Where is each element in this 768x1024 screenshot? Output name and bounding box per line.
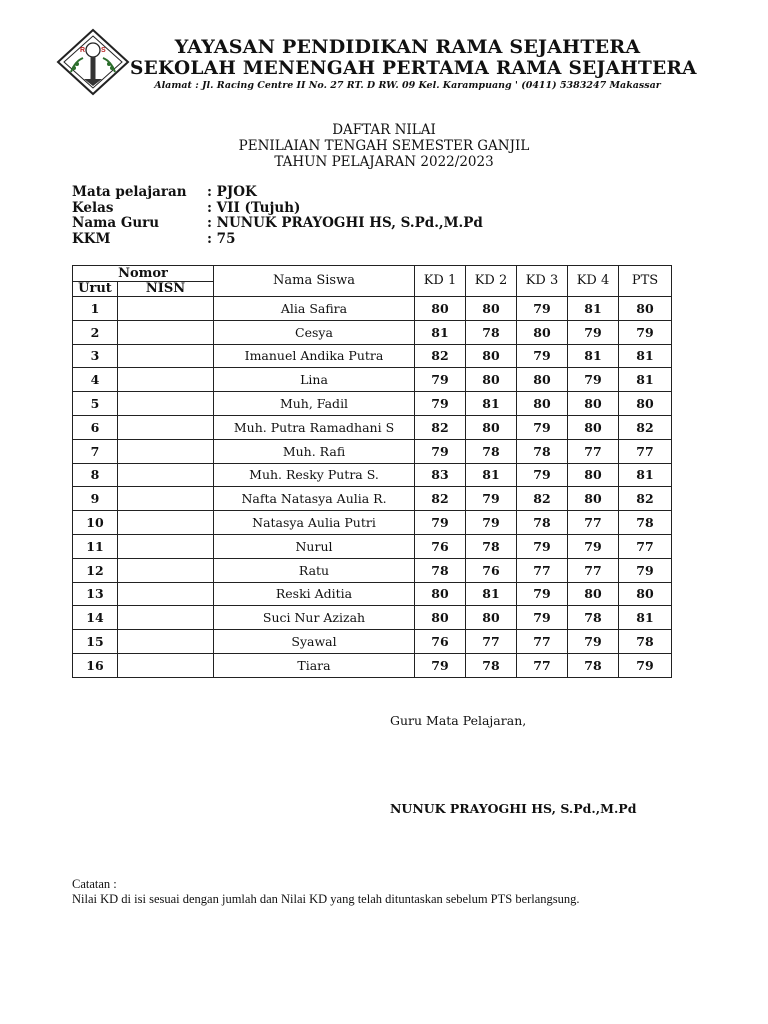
cell-kd3: 80 — [517, 392, 568, 416]
info-value: : 75 — [207, 230, 236, 247]
cell-kd4: 79 — [568, 368, 619, 392]
signature-name: NUNUK PRAYOGHI HS, S.Pd.,M.Pd — [390, 801, 637, 816]
cell-kd2: 79 — [466, 487, 517, 511]
cell-nama-siswa: Muh. Resky Putra S. — [214, 463, 415, 487]
table-row — [73, 606, 672, 630]
header-nisn: NISN — [118, 282, 214, 297]
cell-urut: 16 — [73, 653, 118, 677]
cell-pts: 79 — [619, 653, 672, 677]
cell-kd1: 80 — [415, 606, 466, 630]
cell-kd1: 81 — [415, 320, 466, 344]
cell-nama-siswa: Syawal — [214, 630, 415, 654]
cell-kd2: 76 — [466, 558, 517, 582]
cell-pts: 80 — [619, 582, 672, 606]
header-nomor: Nomor — [73, 266, 214, 282]
cell-urut: 4 — [73, 368, 118, 392]
cell-nisn — [118, 511, 214, 535]
cell-kd1: 76 — [415, 630, 466, 654]
cell-nisn — [118, 344, 214, 368]
school-name: SEKOLAH MENENGAH PERTAMA RAMA SEJAHTERA — [130, 58, 697, 79]
cell-kd4: 80 — [568, 487, 619, 511]
cell-kd1: 79 — [415, 653, 466, 677]
table-row — [73, 415, 672, 439]
table-row — [73, 463, 672, 487]
header-kd4: KD 4 — [568, 266, 619, 297]
cell-nisn — [118, 630, 214, 654]
table-row — [73, 297, 672, 321]
cell-urut: 11 — [73, 534, 118, 558]
cell-urut: 6 — [73, 415, 118, 439]
cell-kd3: 77 — [517, 653, 568, 677]
cell-kd1: 79 — [415, 439, 466, 463]
assessment-title: PENILAIAN TENGAH SEMESTER GANJIL — [238, 138, 530, 154]
table-row — [73, 558, 672, 582]
cell-kd1: 79 — [415, 368, 466, 392]
cell-urut: 8 — [73, 463, 118, 487]
cell-kd1: 83 — [415, 463, 466, 487]
cell-kd4: 81 — [568, 297, 619, 321]
cell-urut: 14 — [73, 606, 118, 630]
cell-urut: 1 — [73, 297, 118, 321]
cell-nama-siswa: Lina — [214, 368, 415, 392]
cell-kd4: 77 — [568, 558, 619, 582]
cell-nisn — [118, 320, 214, 344]
cell-kd3: 77 — [517, 630, 568, 654]
cell-pts: 81 — [619, 344, 672, 368]
info-label: Nama Guru — [72, 215, 160, 231]
cell-nisn — [118, 487, 214, 511]
cell-nisn — [118, 297, 214, 321]
header-kd3: KD 3 — [517, 266, 568, 297]
cell-nama-siswa: Muh. Rafi — [214, 439, 415, 463]
cell-kd4: 78 — [568, 606, 619, 630]
school-address: Alamat : Jl. Racing Centre II No. 27 RT. D RW. 09 Kel. Karampuang ' (0411) 5383247 Makassar — [154, 80, 661, 91]
logo-letter-s: S — [101, 47, 106, 54]
cell-nama-siswa: Ratu — [214, 558, 415, 582]
cell-kd2: 80 — [466, 606, 517, 630]
cell-pts: 82 — [619, 415, 672, 439]
cell-nisn — [118, 392, 214, 416]
notes-text: Nilai KD di isi sesuai dengan jumlah dan Nilai KD yang telah dituntaskan sebelum PTS berlangsung. — [72, 892, 580, 906]
table-row — [73, 511, 672, 535]
table-row — [73, 487, 672, 511]
cell-kd4: 78 — [568, 653, 619, 677]
cell-kd2: 80 — [466, 415, 517, 439]
cell-urut: 5 — [73, 392, 118, 416]
school-logo-icon — [56, 28, 130, 96]
info-label: KKM — [72, 230, 111, 247]
cell-urut: 13 — [73, 582, 118, 606]
cell-kd1: 82 — [415, 487, 466, 511]
cell-kd1: 82 — [415, 344, 466, 368]
cell-kd4: 79 — [568, 630, 619, 654]
cell-pts: 79 — [619, 558, 672, 582]
table-row — [73, 344, 672, 368]
cell-kd1: 82 — [415, 415, 466, 439]
cell-kd2: 81 — [466, 463, 517, 487]
header-kd2: KD 2 — [466, 266, 517, 297]
cell-urut: 9 — [73, 487, 118, 511]
cell-kd1: 80 — [415, 297, 466, 321]
cell-urut: 2 — [73, 320, 118, 344]
cell-urut: 15 — [73, 630, 118, 654]
cell-pts: 82 — [619, 487, 672, 511]
cell-kd2: 78 — [466, 320, 517, 344]
cell-kd4: 81 — [568, 344, 619, 368]
table-header-row — [73, 266, 672, 282]
cell-kd3: 78 — [517, 511, 568, 535]
table-row — [73, 368, 672, 392]
cell-pts: 80 — [619, 392, 672, 416]
table-row — [73, 439, 672, 463]
cell-pts: 80 — [619, 297, 672, 321]
info-subject — [72, 185, 483, 201]
cell-nisn — [118, 368, 214, 392]
cell-pts: 78 — [619, 511, 672, 535]
cell-kd1: 76 — [415, 534, 466, 558]
cell-pts: 78 — [619, 630, 672, 654]
cell-nama-siswa: Muh. Putra Ramadhani S — [214, 415, 415, 439]
cell-nama-siswa: Cesya — [214, 320, 415, 344]
cell-kd4: 80 — [568, 463, 619, 487]
cell-urut: 12 — [73, 558, 118, 582]
info-value: : PJOK — [207, 184, 257, 200]
cell-kd4: 79 — [568, 320, 619, 344]
header-nama-siswa: Nama Siswa — [214, 266, 415, 297]
cell-kd3: 79 — [517, 534, 568, 558]
cell-kd1: 80 — [415, 582, 466, 606]
cell-kd2: 77 — [466, 630, 517, 654]
cell-nisn — [118, 653, 214, 677]
cell-nama-siswa: Alia Safira — [214, 297, 415, 321]
foundation-name: YAYASAN PENDIDIKAN RAMA SEJAHTERA — [174, 36, 641, 58]
info-block — [72, 185, 483, 247]
cell-pts: 81 — [619, 463, 672, 487]
cell-kd2: 80 — [466, 297, 517, 321]
cell-pts: 77 — [619, 439, 672, 463]
cell-kd1: 79 — [415, 392, 466, 416]
cell-kd3: 79 — [517, 606, 568, 630]
cell-kd4: 80 — [568, 415, 619, 439]
info-value: : NUNUK PRAYOGHI HS, S.Pd.,M.Pd — [207, 215, 483, 231]
cell-kd1: 79 — [415, 511, 466, 535]
cell-kd3: 79 — [517, 463, 568, 487]
cell-pts: 77 — [619, 534, 672, 558]
header-kd1: KD 1 — [415, 266, 466, 297]
cell-pts: 79 — [619, 320, 672, 344]
table-row — [73, 534, 672, 558]
cell-nisn — [118, 606, 214, 630]
header-pts: PTS — [619, 266, 672, 297]
document-title: DAFTAR NILAI — [332, 122, 436, 138]
info-kkm — [72, 232, 483, 248]
cell-kd3: 80 — [517, 368, 568, 392]
cell-kd3: 79 — [517, 415, 568, 439]
cell-nama-siswa: Muh, Fadil — [214, 392, 415, 416]
cell-nama-siswa: Reski Aditia — [214, 582, 415, 606]
cell-nama-siswa: Suci Nur Azizah — [214, 606, 415, 630]
cell-kd2: 79 — [466, 511, 517, 535]
cell-nama-siswa: Nurul — [214, 534, 415, 558]
cell-pts: 81 — [619, 606, 672, 630]
cell-kd4: 80 — [568, 392, 619, 416]
cell-nama-siswa: Imanuel Andika Putra — [214, 344, 415, 368]
cell-kd3: 80 — [517, 320, 568, 344]
cell-nisn — [118, 534, 214, 558]
table-row — [73, 392, 672, 416]
info-class — [72, 201, 483, 217]
cell-kd2: 78 — [466, 653, 517, 677]
cell-urut: 3 — [73, 344, 118, 368]
cell-kd4: 77 — [568, 439, 619, 463]
cell-kd1: 78 — [415, 558, 466, 582]
cell-kd4: 79 — [568, 534, 619, 558]
cell-kd4: 77 — [568, 511, 619, 535]
table-row — [73, 630, 672, 654]
header-urut: Urut — [73, 282, 118, 297]
table-row — [73, 582, 672, 606]
cell-urut: 10 — [73, 511, 118, 535]
table-row — [73, 653, 672, 677]
info-value: : VII (Tujuh) — [207, 199, 301, 216]
logo-letter-r: R — [80, 47, 86, 54]
cell-nama-siswa: Nafta Natasya Aulia R. — [214, 487, 415, 511]
cell-nama-siswa: Tiara — [214, 653, 415, 677]
cell-kd3: 79 — [517, 344, 568, 368]
cell-urut: 7 — [73, 439, 118, 463]
table-row — [73, 320, 672, 344]
cell-nama-siswa: Natasya Aulia Putri — [214, 511, 415, 535]
cell-kd3: 79 — [517, 297, 568, 321]
grades-table — [72, 265, 672, 678]
cell-kd2: 80 — [466, 368, 517, 392]
cell-kd3: 77 — [517, 558, 568, 582]
info-label: Kelas — [72, 199, 114, 216]
cell-nisn — [118, 415, 214, 439]
cell-nisn — [118, 558, 214, 582]
info-teacher — [72, 216, 483, 232]
cell-kd4: 80 — [568, 582, 619, 606]
academic-year: TAHUN PELAJARAN 2022/2023 — [274, 154, 494, 170]
cell-kd2: 81 — [466, 582, 517, 606]
cell-pts: 81 — [619, 368, 672, 392]
signature-role: Guru Mata Pelajaran, — [390, 713, 527, 728]
table-body — [73, 297, 672, 678]
notes-heading: Catatan : — [72, 877, 117, 891]
cell-nisn — [118, 439, 214, 463]
cell-nisn — [118, 463, 214, 487]
cell-kd3: 79 — [517, 582, 568, 606]
cell-kd2: 81 — [466, 392, 517, 416]
info-label: Mata pelajaran — [72, 184, 187, 200]
cell-kd2: 80 — [466, 344, 517, 368]
cell-kd3: 78 — [517, 439, 568, 463]
cell-nisn — [118, 582, 214, 606]
cell-kd2: 78 — [466, 534, 517, 558]
cell-kd3: 82 — [517, 487, 568, 511]
cell-kd2: 78 — [466, 439, 517, 463]
